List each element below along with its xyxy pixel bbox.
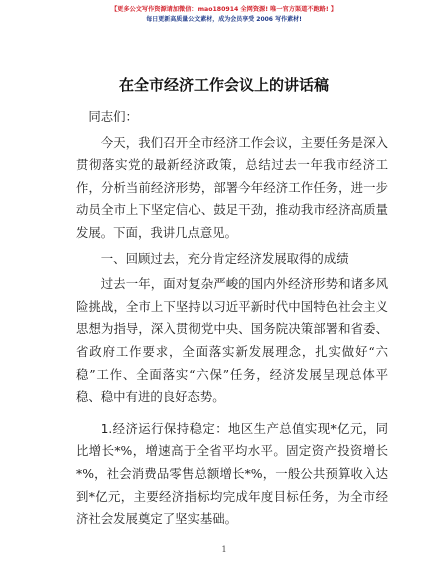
page-number: 1 bbox=[221, 545, 227, 554]
section-heading-1: 一、回顾过去，充分肯定经济发展取得的成绩 bbox=[100, 250, 349, 266]
document-body bbox=[76, 106, 388, 531]
greeting: 同志们： bbox=[88, 109, 138, 124]
point-1-text: 经济运行保持稳定：地区生产总值实现*亿元，同比增长*%，增速高于全省平均水平。固定资产投资增长*%，社会消费品零售总额增长*%，一般公共预算收入达到*亿元，主要经济指标均完成年度目标任务，为全市经济社会发展奠定了坚实基础。 bbox=[76, 420, 388, 527]
paragraph-point-1 bbox=[76, 418, 388, 531]
promo-banner-line-1: 【更多公文写作资源请加微信：mao180914 全网资源! 唯一官方渠道不跑路! 】 bbox=[110, 6, 338, 13]
document-title: 在全市经济工作会议上的讲话稿 bbox=[118, 76, 329, 94]
paragraph-review: 过去一年，面对复杂严峻的国内外经济形势和诸多风险挑战，全市上下坚持以习近平新时代中国特色社会主义思想为指导，深入贯彻党中央、国务院决策部署和省委、省政府工作要求，全面落实新发展理念，扎实做好“六稳”工作、全面落实“六保”任务，经济发展呈现总体平稳、稳中有进的良好态势。 bbox=[76, 276, 388, 405]
promo-banner-line-2: 每日更新高质量公文素材，成为会员享受 2006 写作素材! bbox=[146, 16, 302, 23]
promo-banner bbox=[0, 5, 448, 24]
paragraph-intro: 今天，我们召开全市经济工作会议，主要任务是深入贯彻落实党的最新经济政策，总结过去一年我市经济工作，分析当前经济形势，部署今年经济工作任务，进一步动员全市上下坚定信心、鼓足干劲，推动我市经济高质量发展。下面，我讲几点意见。 bbox=[76, 134, 388, 240]
point-1-number: 1. bbox=[100, 421, 113, 436]
